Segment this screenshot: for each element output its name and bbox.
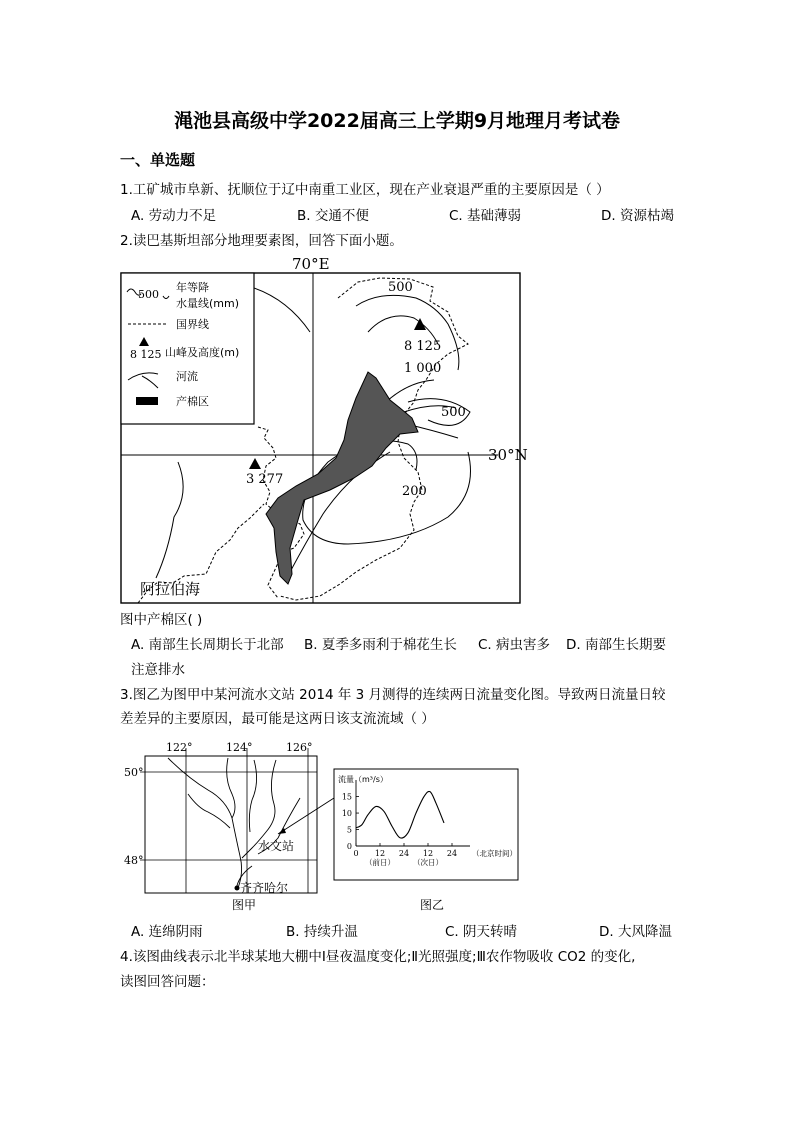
page-title: 渑池县高级中学2022届高三上学期9月地理月考试卷 — [173, 110, 621, 132]
y-axis-label: 流量（m³/s） — [338, 775, 388, 784]
x-tick-label: 0 — [353, 849, 359, 858]
legend-river-text: 河流 — [176, 370, 198, 383]
section-heading: 一、单选题 — [120, 151, 196, 169]
legend-peak-text: 山峰及高度(m) — [165, 346, 240, 359]
legend-border-text: 国界线 — [176, 318, 209, 331]
legend-cotton-text: 产棉区 — [176, 395, 209, 408]
iso-label-200: 200 — [402, 484, 427, 499]
lon-126-label: 126° — [286, 741, 313, 754]
legend-isohyet-text-1: 年等降 — [176, 281, 209, 294]
question-4-stem-line-2: 读图回答问题： — [120, 974, 215, 990]
pakistan-map — [118, 252, 528, 608]
lat-48-label: 48° — [124, 854, 144, 867]
lon-124-label: 124° — [226, 741, 253, 754]
legend-peak-value: 8 125 — [130, 348, 162, 361]
q1-option-b[interactable]: B. 交通不便 — [297, 208, 369, 224]
y-tick-label: 10 — [341, 809, 352, 819]
iso-label-1000: 1 000 — [404, 361, 442, 376]
question-3-stem-line-1: 3.图乙为图甲中某河流水文站 2014 年 3 月测得的连续两日流量变化图。导致两日流量日较 — [120, 687, 666, 703]
legend-isohyet-value: 500 — [138, 288, 159, 301]
q2-option-a[interactable]: A. 南部生长周期长于北部 — [131, 637, 284, 653]
lon-label: 70°E — [292, 255, 330, 273]
q2-option-c[interactable]: C. 病虫害多 — [478, 637, 551, 653]
q1-option-c[interactable]: C. 基础薄弱 — [449, 208, 522, 224]
day-label-2: （次日） — [413, 858, 443, 867]
q3-option-c[interactable]: C. 阴天转晴 — [445, 924, 518, 940]
caption-yi: 图乙 — [420, 898, 445, 912]
q2-option-d[interactable]: D. 南部生长期要 — [566, 637, 666, 653]
question-2-substem: 图中产棉区( ) — [120, 612, 203, 628]
question-3-stem-line-2: 差差异的主要原因，最可能是这两日该支流流域（ ） — [120, 711, 435, 727]
q3-option-b[interactable]: B. 持续升温 — [286, 924, 358, 940]
x-tick-label: 24 — [398, 849, 410, 858]
q1-option-a[interactable]: A. 劳动力不足 — [131, 208, 217, 224]
iso-label-500-north: 500 — [388, 280, 413, 295]
y-tick-label: 15 — [341, 792, 352, 802]
city-label: 齐齐哈尔 — [240, 881, 289, 895]
x-tick-label: 12 — [374, 849, 386, 858]
y-tick-label: 0 — [346, 842, 352, 851]
lat-label: 30°N — [488, 446, 528, 464]
x-tick-label: 12 — [422, 849, 434, 858]
figure-3 — [124, 738, 528, 918]
legend-cotton-symbol — [136, 397, 158, 405]
x-tick-label: 24 — [446, 849, 458, 858]
question-1-stem: 1.工矿城市阜新、抚顺位于辽中南重工业区，现在产业衰退严重的主要原因是（ ） — [120, 182, 610, 198]
q3-option-d[interactable]: D. 大风降温 — [599, 924, 672, 940]
question-2-stem: 2.读巴基斯坦部分地理要素图，回答下面小题。 — [120, 233, 403, 249]
station-label: 水文站 — [258, 839, 295, 853]
q2-option-d-continued: 注意排水 — [131, 662, 185, 678]
peak-low-label: 3 277 — [246, 472, 284, 487]
iso-label-500-east: 500 — [441, 405, 466, 420]
city-dot — [235, 886, 240, 891]
q1-option-d[interactable]: D. 资源枯竭 — [601, 208, 674, 224]
caption-jia: 图甲 — [232, 898, 257, 912]
peak-high-label: 8 125 — [404, 339, 442, 354]
sea-label: 阿拉伯海 — [140, 580, 201, 598]
map-jia-frame — [145, 756, 317, 893]
q2-option-b[interactable]: B. 夏季多雨利于棉花生长 — [304, 637, 457, 653]
y-tick-label: 5 — [346, 825, 352, 835]
x-axis-label: （北京时间） — [472, 849, 517, 858]
q3-option-a[interactable]: A. 连绵阴雨 — [131, 924, 203, 940]
lon-122-label: 122° — [166, 741, 193, 754]
question-4-stem-line-1: 4.该图曲线表示北半球某地大棚中Ⅰ昼夜温度变化;Ⅱ光照强度;Ⅲ农作物吸收 CO2 的变化, — [120, 949, 636, 965]
day-label-1: （前日） — [365, 858, 395, 867]
lat-50-label: 50° — [124, 766, 144, 779]
legend-isohyet-text-2: 水量线(mm) — [176, 297, 240, 310]
